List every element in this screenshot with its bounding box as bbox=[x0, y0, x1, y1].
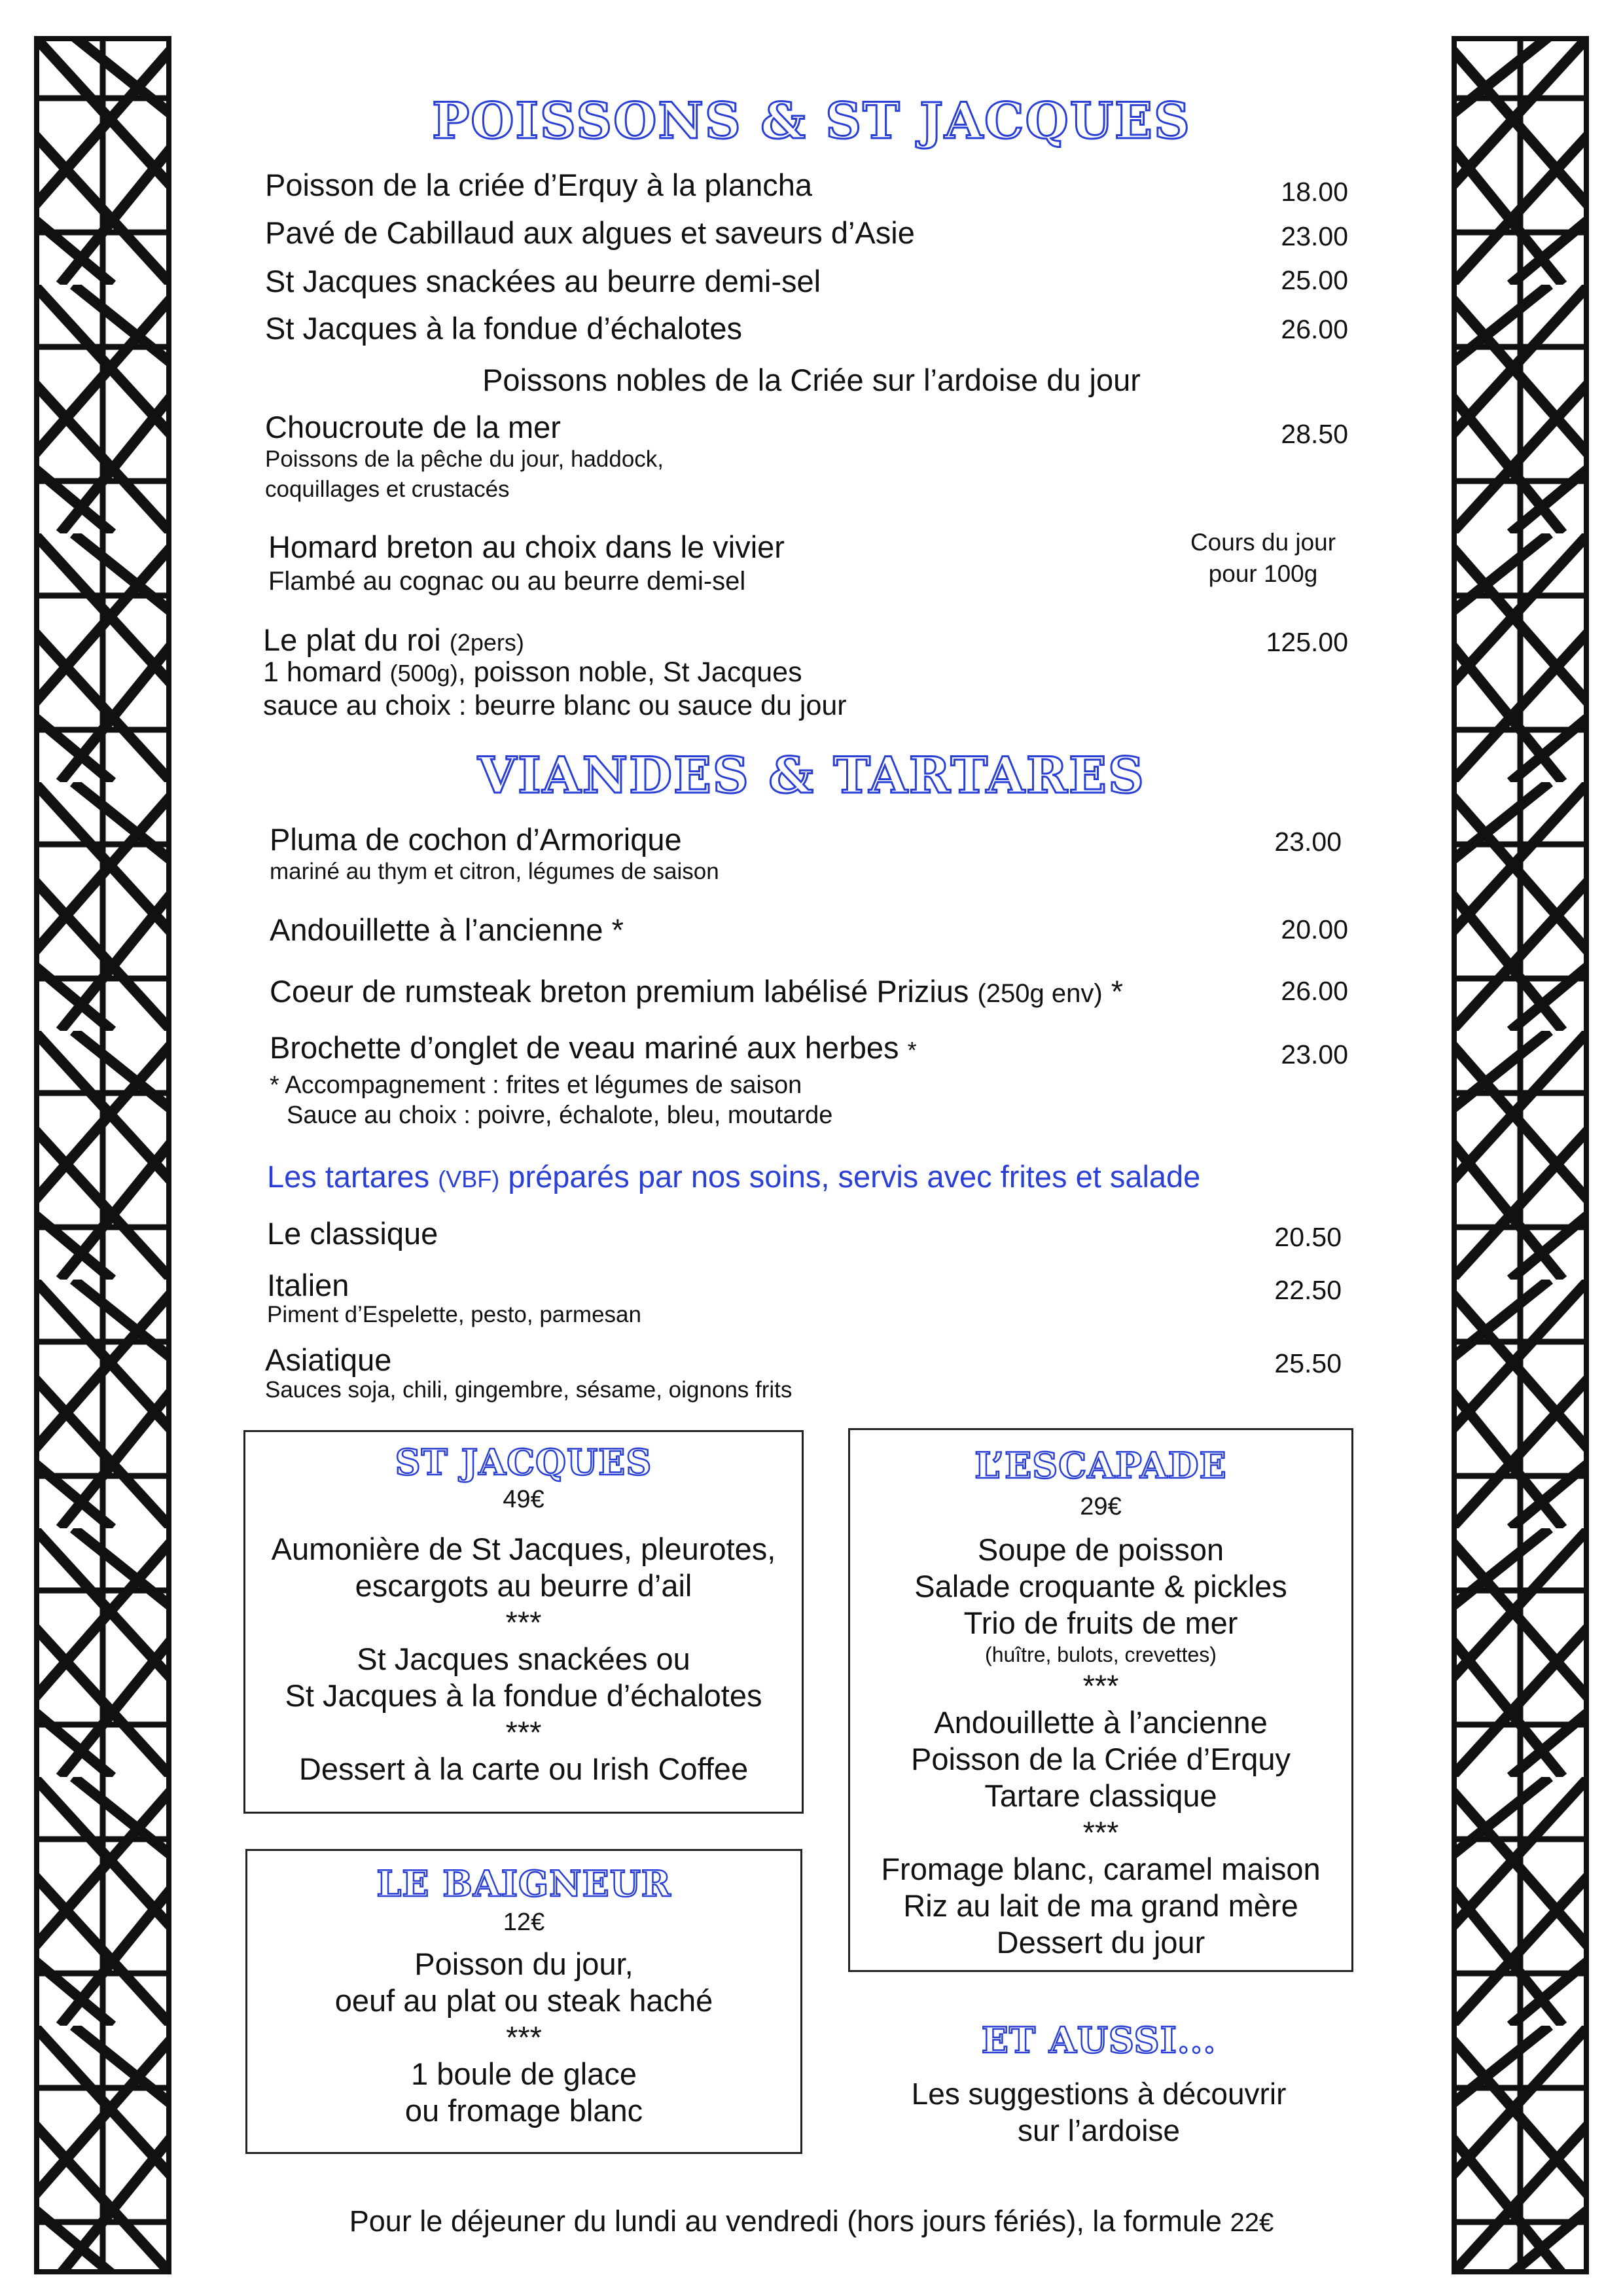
menu-item-description: Sauces soja, chili, gingembre, sésame, oignons frits bbox=[265, 1377, 793, 1403]
box-line: Fromage blanc, caramel maison bbox=[881, 1852, 1321, 1886]
box-separator: *** bbox=[506, 2020, 542, 2054]
box-line: 1 boule de glace bbox=[411, 2056, 637, 2091]
homard-price-note bbox=[1165, 527, 1361, 590]
homard-price-line: Cours du jour bbox=[1190, 529, 1336, 556]
et-aussi-title: ET AUSSI... bbox=[981, 2019, 1217, 2061]
menu-item-price: 23.00 bbox=[1281, 221, 1348, 251]
box-separator: *** bbox=[505, 1605, 542, 1640]
et-aussi-line: Les suggestions à découvrir bbox=[911, 2077, 1287, 2111]
plat-roi-line: , poisson noble, St Jacques bbox=[457, 656, 802, 688]
menu-item-name: Asiatique bbox=[265, 1342, 392, 1377]
rumsteak-name: Coeur de rumsteak breton premium labélisé Prizius bbox=[270, 974, 969, 1009]
menu-item-description: Poissons de la pêche du jour, haddock, bbox=[265, 446, 664, 472]
rumsteak-weight: (250g env) bbox=[977, 979, 1103, 1008]
menu-item-name: Choucroute de la mer bbox=[265, 410, 561, 444]
brochette-star: * bbox=[907, 1037, 917, 1064]
box-line: Dessert du jour bbox=[996, 1925, 1205, 1960]
box-line: ou fromage blanc bbox=[404, 2093, 643, 2128]
plat-roi-weight: (500g) bbox=[389, 660, 458, 687]
et-aussi-line: sur l’ardoise bbox=[1018, 2113, 1180, 2147]
plat-roi-portion: (2pers) bbox=[449, 629, 524, 656]
menu-box-st-jacques bbox=[243, 1430, 804, 1814]
tartares-heading bbox=[267, 1158, 1200, 1194]
box-line: Andouillette à l’ancienne bbox=[934, 1705, 1268, 1740]
footer-price: 22€ bbox=[1230, 2208, 1274, 2237]
box-line-small: (huître, bulots, crevettes) bbox=[985, 1643, 1217, 1666]
menu-item-name: St Jacques à la fondue d’échalotes bbox=[265, 311, 743, 346]
menu-item-description: mariné au thym et citron, légumes de saison bbox=[270, 859, 719, 884]
footer-text: Pour le déjeuner du lundi au vendredi (hors jours fériés), la formule bbox=[349, 2204, 1222, 2238]
box-title: LE BAIGNEUR bbox=[376, 1863, 671, 1905]
poissons-section-title: POISSONS & ST JACQUES bbox=[432, 92, 1191, 150]
menu-item-name bbox=[270, 973, 1123, 1009]
menu-item-name: St Jacques snackées au beurre demi-sel bbox=[265, 264, 821, 298]
menu-item-price: 23.00 bbox=[1281, 1039, 1348, 1069]
menu-item-description: sauce au choix : beurre blanc ou sauce du jour bbox=[263, 690, 847, 721]
box-price: 49€ bbox=[503, 1486, 544, 1513]
box-line: Dessert à la carte ou Irish Coffee bbox=[298, 1751, 749, 1786]
box-title: L’ESCAPADE bbox=[974, 1444, 1227, 1486]
tartares-vbf: (VBF) bbox=[438, 1166, 500, 1193]
tartares-heading-text: préparés par nos soins, servis avec frites et salade bbox=[508, 1159, 1201, 1194]
menu-box-escapade bbox=[848, 1428, 1353, 1972]
menu-item-name: Italien bbox=[267, 1268, 349, 1302]
menu-item-description: coquillages et crustacés bbox=[265, 476, 510, 502]
box-price: 29€ bbox=[1080, 1493, 1122, 1520]
menu-item-price: 28.50 bbox=[1281, 419, 1348, 449]
menu-item-price: 26.00 bbox=[1281, 314, 1348, 344]
box-line: Poisson du jour, bbox=[414, 1946, 633, 1981]
homard-price-line: pour 100g bbox=[1208, 560, 1318, 587]
menu-item-price: 25.00 bbox=[1281, 265, 1348, 295]
menu-item-price: 125.00 bbox=[1266, 627, 1348, 657]
menu-item-price: 20.50 bbox=[1274, 1222, 1342, 1252]
menu-item-name bbox=[270, 1030, 917, 1066]
menu-item-price: 25.50 bbox=[1274, 1348, 1342, 1378]
brochette-name: Brochette d’onglet de veau mariné aux herbes bbox=[270, 1030, 899, 1065]
plat-roi-line: 1 homard bbox=[263, 656, 382, 688]
et-aussi-section bbox=[848, 2019, 1349, 2149]
tartares-heading-text: Les tartares bbox=[267, 1159, 430, 1194]
menu-item-price: 20.00 bbox=[1281, 914, 1348, 944]
box-separator: *** bbox=[505, 1715, 542, 1749]
box-line: Trio de fruits de mer bbox=[963, 1605, 1238, 1640]
box-line: Aumonière de St Jacques, pleurotes, bbox=[271, 1532, 776, 1566]
menu-item-name: Pluma de cochon d’Armorique bbox=[270, 822, 682, 857]
menu-item-price: 26.00 bbox=[1281, 976, 1348, 1006]
menu-item-price: 18.00 bbox=[1281, 177, 1348, 207]
box-line: Salade croquante & pickles bbox=[914, 1569, 1287, 1604]
box-separator: *** bbox=[1082, 1668, 1119, 1703]
menu-item-name: Le classique bbox=[267, 1216, 438, 1251]
menu-item-description: Piment d’Espelette, pesto, parmesan bbox=[267, 1302, 641, 1327]
menu-item-price: 22.50 bbox=[1274, 1275, 1342, 1305]
box-line: Poisson de la Criée d’Erquy bbox=[911, 1742, 1291, 1776]
poissons-nobles-note: Poissons nobles de la Criée sur l’ardoise du jour bbox=[482, 363, 1141, 397]
box-line: Tartare classique bbox=[984, 1778, 1217, 1813]
box-line: St Jacques à la fondue d’échalotes bbox=[285, 1678, 762, 1713]
menu-box-baigneur bbox=[245, 1849, 802, 2154]
plat-roi-name: Le plat du roi bbox=[263, 622, 441, 657]
box-line: oeuf au plat ou steak haché bbox=[334, 1983, 713, 2018]
menu-item-name: Andouillette à l’ancienne * bbox=[270, 912, 624, 947]
box-line: St Jacques snackées ou bbox=[357, 1641, 690, 1676]
menu-item-name: Homard breton au choix dans le vivier bbox=[268, 529, 785, 564]
accompaniment-note: * Accompagnement : frites et légumes de saison bbox=[270, 1071, 802, 1099]
box-title: ST JACQUES bbox=[395, 1441, 652, 1483]
rumsteak-star: * bbox=[1102, 974, 1124, 1009]
menu-item-price: 23.00 bbox=[1274, 827, 1342, 857]
menu-item-name: Pavé de Cabillaud aux algues et saveurs d’Asie bbox=[265, 215, 915, 250]
viandes-section-title: VIANDES & TARTARES bbox=[478, 746, 1145, 804]
box-price: 12€ bbox=[503, 1909, 545, 1936]
menu-item-name bbox=[263, 622, 524, 658]
menu-item-description bbox=[263, 656, 802, 689]
lunch-formula-footer bbox=[0, 2204, 1623, 2238]
menu-item-name: Poisson de la criée d’Erquy à la plancha bbox=[265, 168, 813, 202]
box-line: Soupe de poisson bbox=[977, 1532, 1224, 1567]
box-separator: *** bbox=[1082, 1815, 1119, 1850]
sauce-note: Sauce au choix : poivre, échalote, bleu, moutarde bbox=[287, 1102, 833, 1129]
menu-item-description: Flambé au cognac ou au beurre demi-sel bbox=[268, 567, 746, 596]
box-line: Riz au lait de ma grand mère bbox=[903, 1888, 1298, 1923]
box-line: escargots au beurre d’ail bbox=[355, 1568, 692, 1603]
